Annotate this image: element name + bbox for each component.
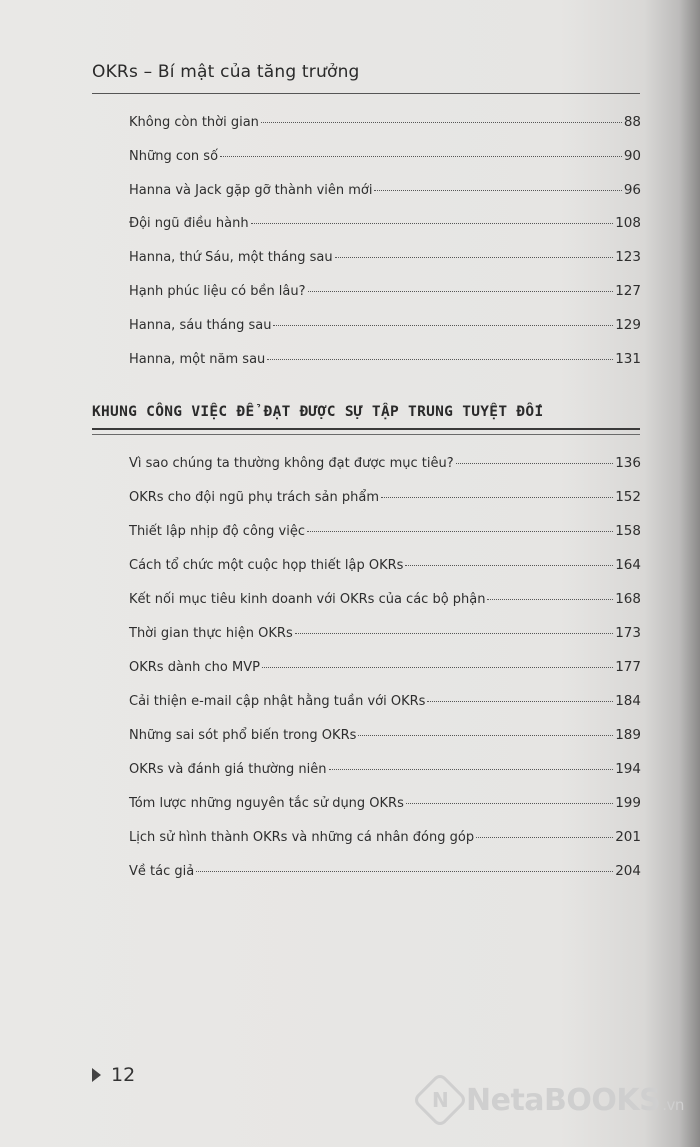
toc-entry-title: Cải thiện e-mail cập nhật hằng tuần với OKRs — [129, 694, 426, 709]
toc-entry-title: Đội ngũ điều hành — [129, 216, 249, 232]
toc-entry — [129, 795, 641, 817]
toc-entry-title: Hanna, một năm sau — [129, 351, 266, 367]
toc-entry — [129, 863, 641, 885]
toc-dot-leader — [329, 769, 614, 770]
toc-entry — [129, 317, 641, 339]
toc-entry-page: 158 — [615, 523, 641, 539]
toc-entry-title: OKRs cho đội ngũ phụ trách sản phẩm — [129, 490, 380, 505]
toc-entry-title: Hanna, sáu tháng sau — [129, 317, 272, 333]
toc-entry-page: 127 — [615, 283, 641, 299]
toc-entry — [129, 523, 641, 545]
toc-entry — [129, 351, 641, 373]
toc-entry-title: Thời gian thực hiện OKRs — [129, 626, 293, 641]
toc-entry — [129, 693, 641, 715]
watermark-suffix: .vn — [662, 1096, 684, 1114]
page-number: 12 — [111, 1064, 136, 1086]
toc-entry-title: Hanna, thứ Sáu, một tháng sau — [129, 250, 333, 266]
toc-dot-leader — [273, 325, 613, 326]
toc-entry-title: Hạnh phúc liệu có bền lâu? — [129, 284, 306, 299]
toc-entry-page: 184 — [615, 693, 641, 709]
toc-entry — [129, 283, 641, 305]
header-rule — [92, 93, 640, 94]
toc-entry — [129, 557, 641, 579]
toc-entry-page: 201 — [615, 829, 641, 845]
toc-dot-leader — [251, 223, 614, 224]
watermark — [420, 1080, 684, 1120]
toc-dot-leader — [405, 565, 613, 566]
toc-entry-page: 204 — [615, 863, 641, 879]
toc-entry — [129, 591, 641, 613]
toc-entry — [129, 727, 641, 749]
toc-entry-title: Không còn thời gian — [129, 115, 259, 130]
section-rule — [92, 428, 640, 435]
toc-entry — [129, 659, 641, 681]
toc-dot-leader — [262, 667, 613, 668]
toc-entry-page: 189 — [615, 727, 641, 743]
toc-entry-page: 96 — [623, 181, 641, 198]
toc-dot-leader — [476, 837, 613, 838]
toc-entry-title: Hanna và Jack gặp gỡ thành viên mới — [129, 182, 373, 198]
toc-dot-leader — [427, 701, 613, 702]
toc-dot-leader — [307, 531, 613, 532]
toc-entry-page: 168 — [615, 591, 641, 607]
toc-entry-page: 108 — [615, 215, 641, 232]
toc-entry-page: 164 — [615, 557, 641, 573]
toc-dot-leader — [374, 190, 621, 191]
toc-dot-leader — [220, 156, 622, 157]
toc-entry-page: 90 — [623, 147, 641, 164]
toc-dot-leader — [196, 871, 613, 872]
toc-dot-leader — [308, 291, 614, 292]
toc-dot-leader — [487, 599, 613, 600]
toc-entry — [129, 455, 641, 477]
toc-dot-leader — [267, 359, 613, 360]
toc-entry-page: 131 — [615, 350, 641, 367]
toc-entry-page: 88 — [623, 114, 641, 130]
toc-entry-title: Lịch sử hình thành OKRs và những cá nhân đóng góp — [129, 830, 475, 845]
toc-entry — [129, 489, 641, 511]
toc-entry-title: OKRs dành cho MVP — [129, 660, 260, 675]
toc-entry-page: 173 — [615, 625, 641, 641]
toc-dot-leader — [456, 463, 614, 464]
toc-dot-leader — [261, 122, 622, 123]
toc-dot-leader — [358, 735, 613, 736]
toc-entry — [129, 148, 641, 170]
toc-entry — [129, 114, 641, 136]
toc-entry-page: 194 — [615, 761, 641, 777]
running-header: OKRs – Bí mật của tăng trưởng — [92, 62, 360, 82]
toc-entry-title: Những con số — [129, 148, 219, 164]
toc-dot-leader — [381, 497, 613, 498]
toc-entry-page: 199 — [615, 795, 641, 811]
toc-entry-page: 177 — [615, 659, 641, 675]
toc-entry-page: 123 — [615, 249, 641, 266]
toc-entry-title: Tóm lược những nguyên tắc sử dụng OKRs — [129, 796, 404, 811]
toc-entry-title: Cách tổ chức một cuộc họp thiết lập OKRs — [129, 558, 404, 573]
toc-dot-leader — [406, 803, 613, 804]
toc-entry — [129, 829, 641, 851]
netabooks-logo-icon: N — [412, 1072, 469, 1129]
toc-entry-title: Kết nối mục tiêu kinh doanh với OKRs của các bộ phận — [129, 592, 486, 607]
toc-entry-title: Thiết lập nhịp độ công việc — [129, 524, 305, 539]
toc-entry-title: Vì sao chúng ta thường không đạt được mục tiêu? — [129, 456, 454, 471]
toc-entry — [129, 249, 641, 271]
toc-dot-leader — [335, 257, 614, 258]
toc-entry — [129, 215, 641, 237]
watermark-brand: NetaBOOKS — [466, 1082, 661, 1118]
toc-entry-page: 152 — [615, 489, 641, 505]
toc-entry-title: OKRs và đánh giá thường niên — [129, 762, 327, 777]
toc-entry-title: Về tác giả — [129, 864, 195, 879]
toc-dot-leader — [295, 633, 614, 634]
toc-entry-title: Những sai sót phổ biến trong OKRs — [129, 728, 357, 743]
toc-entry — [129, 182, 641, 204]
toc-entry-page: 136 — [615, 455, 641, 471]
folio-arrow-icon — [92, 1068, 101, 1082]
toc-entry — [129, 625, 641, 647]
toc-entry-page: 129 — [615, 316, 641, 333]
section-heading: KHUNG CÔNG VIỆC ĐỂ ĐẠT ĐƯỢC SỰ TẬP TRUNG TUYỆT ĐỐI — [92, 404, 544, 420]
folio — [92, 1064, 135, 1086]
toc-entry — [129, 761, 641, 783]
